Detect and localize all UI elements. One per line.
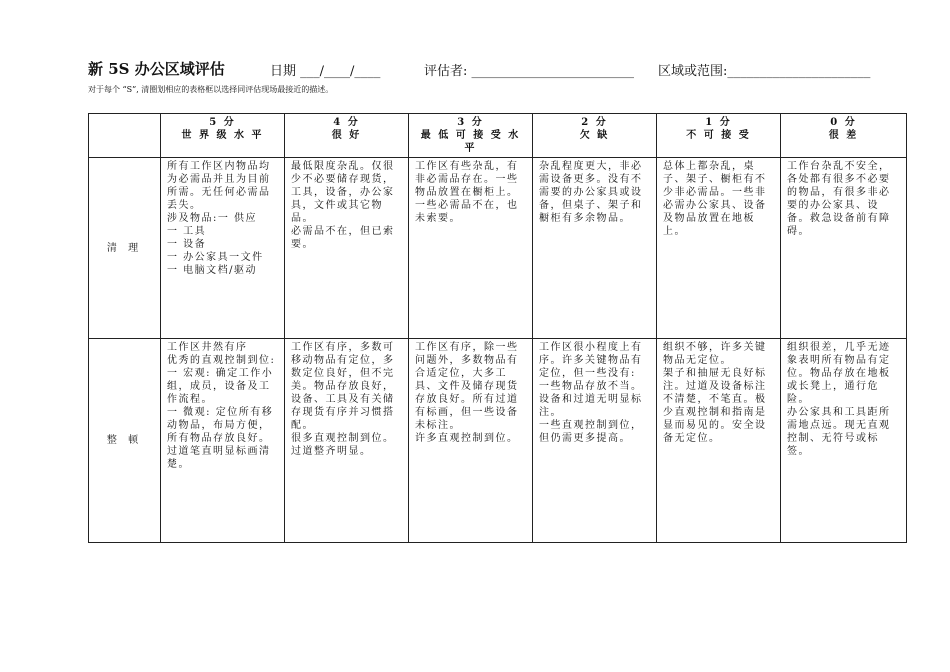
table-row — [89, 158, 907, 339]
row-category-set-in-order: 整 顿 — [89, 339, 161, 543]
score-cell[interactable]: 总体上都杂乱，桌子、架子、橱柜有不少非必需品。一些非必需办公家具、设备及物品放置在地板上。 — [657, 158, 781, 339]
header-score-0: 0 分 很 差 — [781, 114, 907, 158]
score-cell[interactable]: 工作区井然有序 优秀的直观控制到位: 一 宏观: 确定工作小组，成员，设备及工作流程。 一 微观: 定位所有移动物品，布局方便，所有物品存放良好。过道笔直明显标画清楚。 — [161, 339, 285, 543]
score-cell[interactable]: 工作区有序，多数可移动物品有定位，多数定位良好，但不完美。物品存放良好，设备、工具及有关储存现货有序并习惯搭配。 很多直观控制到位。 过道整齐明显。 — [285, 339, 409, 543]
form-header — [88, 60, 898, 82]
score-cell[interactable]: 工作区有序，除一些问题外，多数物品有合适定位，大多工具、文件及储存现货存放良好。所有过道有标画，但一些设备未标注。 许多直观控制到位。 — [409, 339, 533, 543]
row-category-sort: 清 理 — [89, 158, 161, 339]
score-cell[interactable]: 最低限度杂乱。仅很少不必要储存现货，工具，设备，办公家具，文件或其它物品。 必需品不在，但已索要。 — [285, 158, 409, 339]
score-cell[interactable]: 所有工作区内物品均为必需品并且为目前所需。无任何必需品丢失。 涉及物品:一 供应 一 工具 一 设备 一 办公家具一文件 一 电脑文档/驱动 — [161, 158, 285, 339]
score-cell[interactable]: 杂乱程度更大，非必需设备更多。没有不需要的办公家具或设备，但桌子、架子和橱柜有多余物品。 — [533, 158, 657, 339]
header-category-cell — [89, 114, 161, 158]
header-score-1: 1 分 不 可 接 受 — [657, 114, 781, 158]
score-cell[interactable]: 工作台杂乱不安全，各处都有很多不必要的物品，有很多非必要的办公家具、设备。救急设备前有障碍。 — [781, 158, 907, 339]
header-score-5: 5 分 世 界 级 水 平 — [161, 114, 285, 158]
score-cell[interactable]: 组织不够，许多关键物品无定位。 架子和抽屉无良好标注。过道及设备标注不清楚，不笔直。极少直观控制和指南是显而易见的。安全设备无定位。 — [657, 339, 781, 543]
table-row — [89, 339, 907, 543]
score-cell[interactable]: 工作区有些杂乱，有非必需品存在。一些物品放置在橱柜上。一些必需品不在，也未索要。 — [409, 158, 533, 339]
header-score-3: 3 分 最 低 可 接 受 水 平 — [409, 114, 533, 158]
header-score-2: 2 分 欠 缺 — [533, 114, 657, 158]
table-header-row — [89, 114, 907, 158]
assessor-field[interactable]: 评估者: _________________________ — [424, 64, 635, 79]
instruction-text: 对于每个 “S”, 清圈划相应的表格框以选择同评估现场最接近的描述。 — [88, 85, 334, 94]
score-cell[interactable]: 工作区很小程度上有序。许多关键物品有定位，但一些没有: 一些物品存放不当。 设备和过道无明显标注。 一些直观控制到位，但仍需更多提高。 — [533, 339, 657, 543]
header-score-4: 4 分 很 好 — [285, 114, 409, 158]
assessment-table — [88, 113, 907, 543]
score-cell[interactable]: 组织很差，几乎无迹象表明所有物品有定位。物品存放在地板或长凳上，通行危险。 办公家具和工具距所需地点远。现无直观控制、无符号或标签。 — [781, 339, 907, 543]
area-field[interactable]: 区域或范围:______________________ — [658, 64, 871, 79]
date-field[interactable]: 日期 ___/____/____ — [270, 64, 381, 79]
form-title: 新 5S 办公区域评估 — [88, 60, 225, 78]
